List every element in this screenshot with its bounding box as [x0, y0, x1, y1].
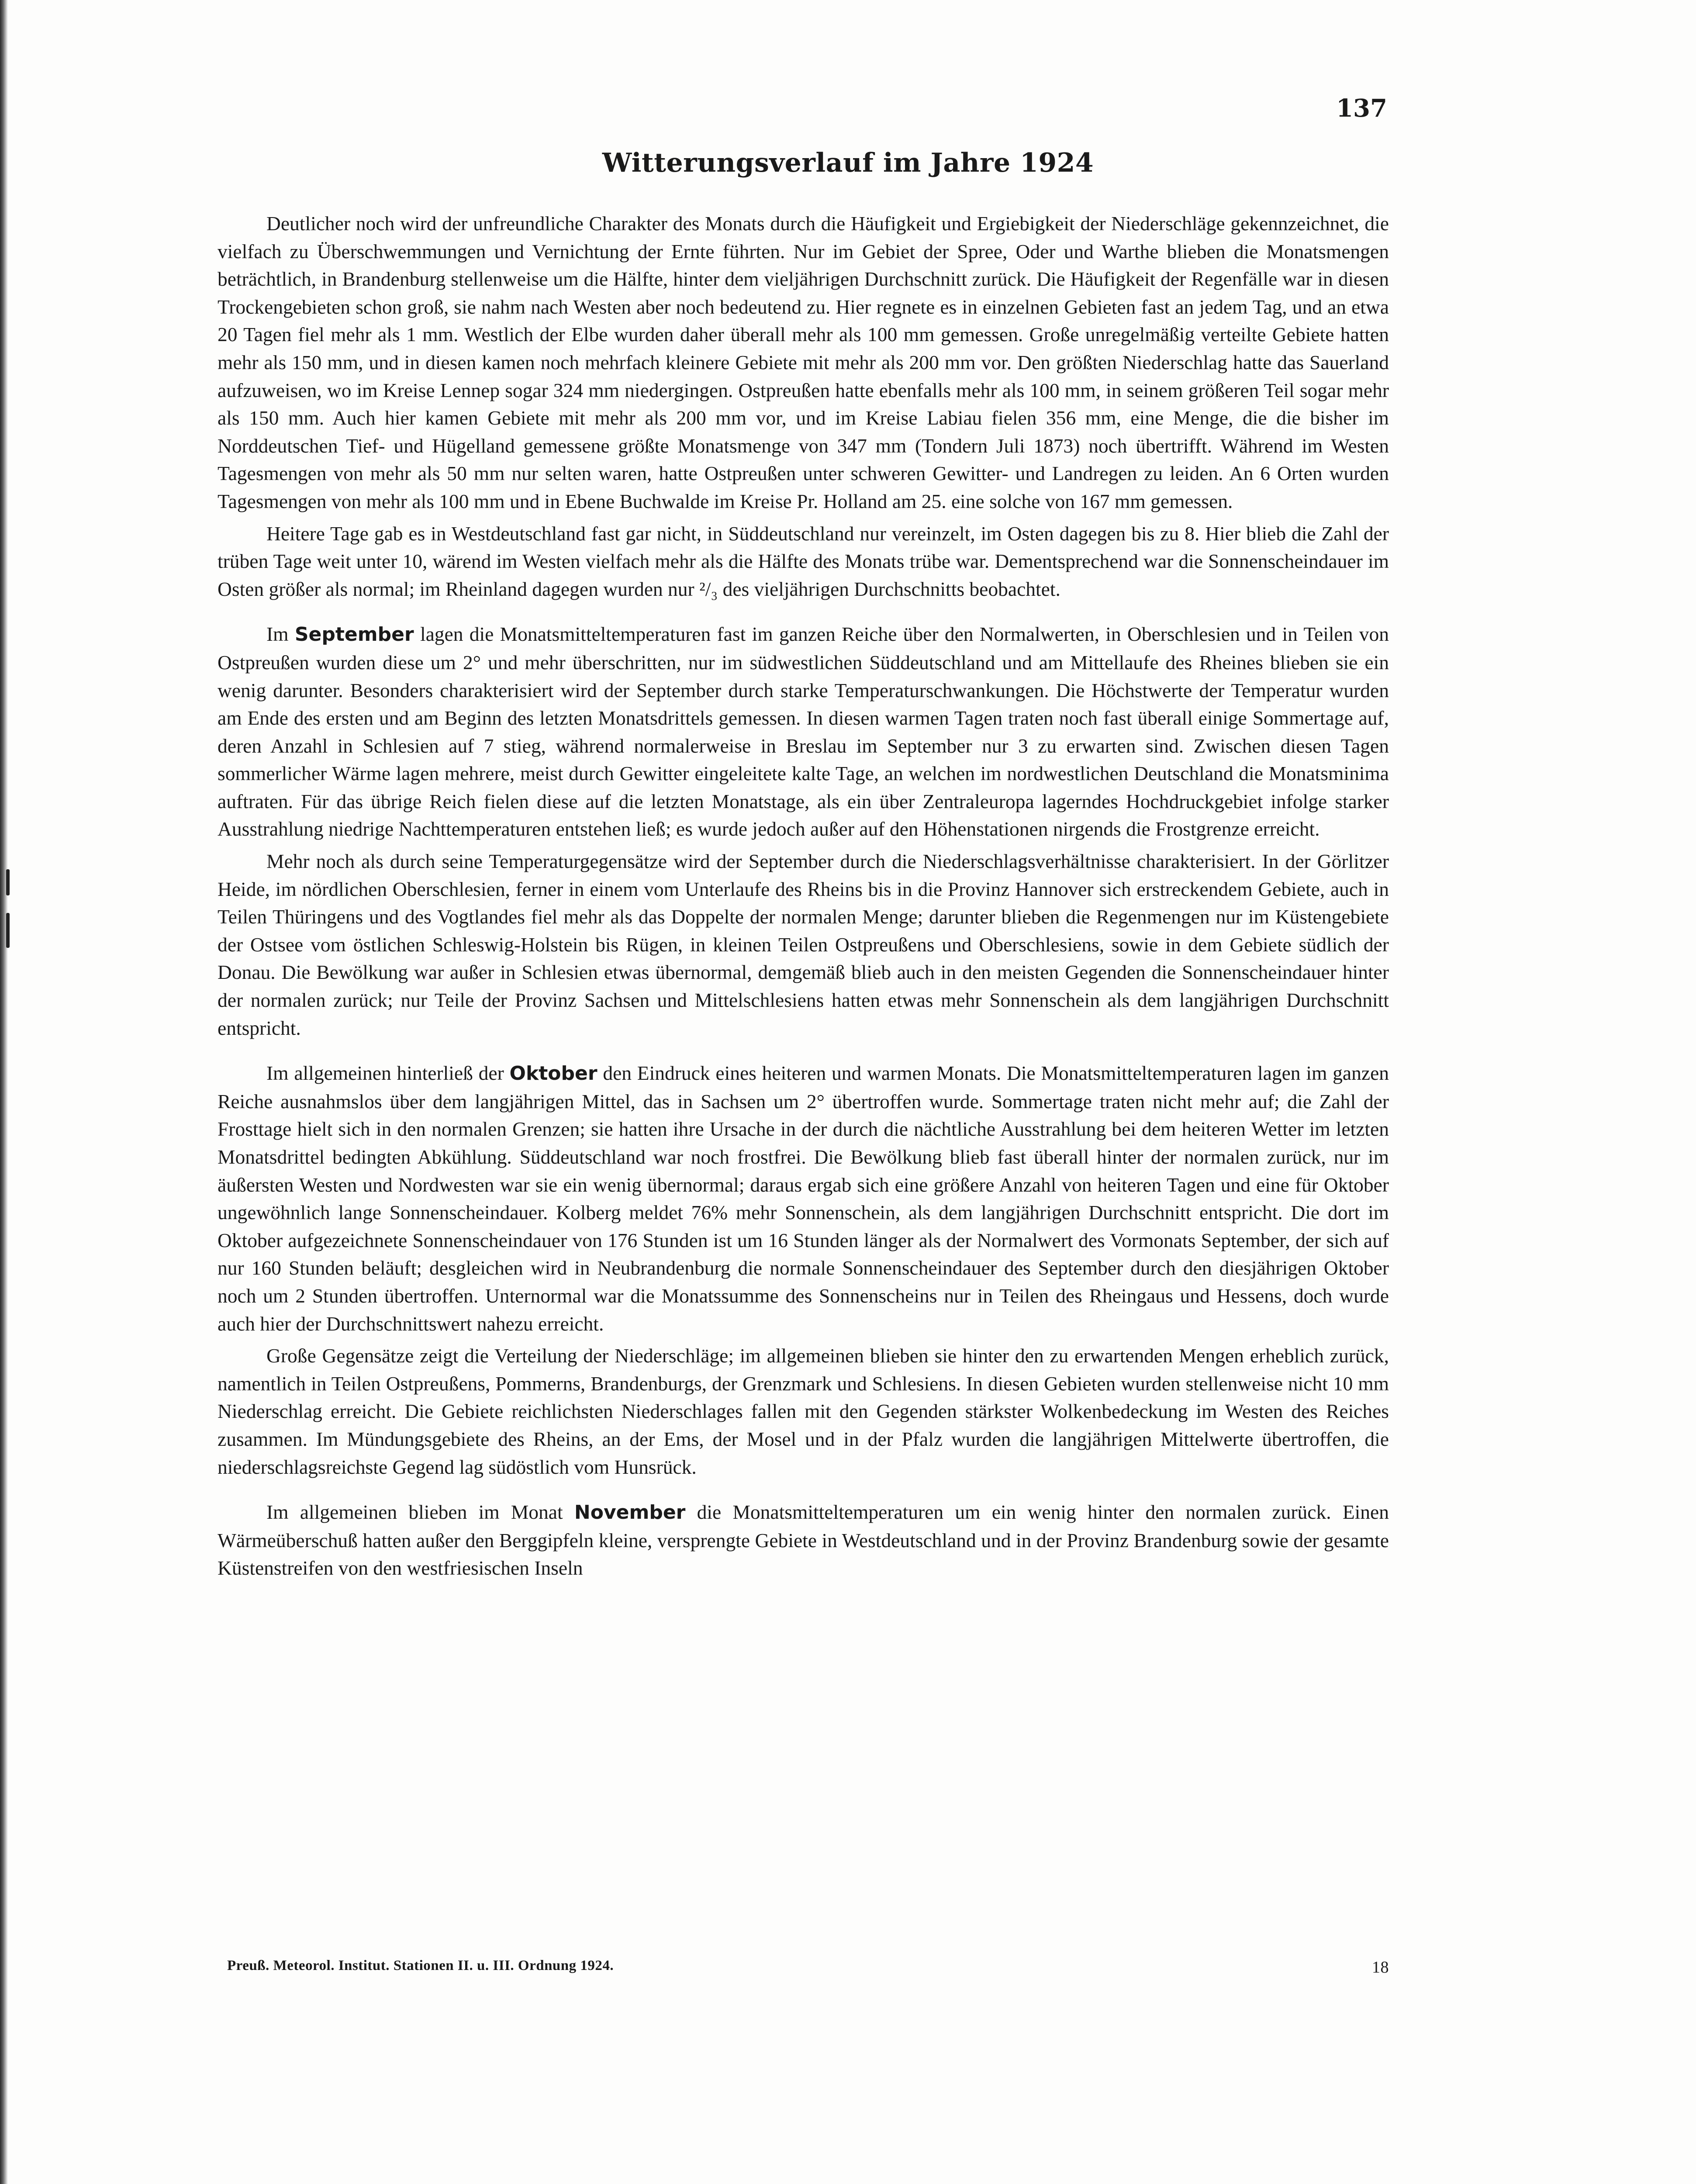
footer-source: Preuß. Meteorol. Institut. Stationen II. u. III. Ordnung 1924. — [227, 1958, 614, 1973]
page-footer — [227, 1958, 1389, 1977]
paragraph-lead: Im allgemeinen hinterließ der — [266, 1062, 510, 1085]
paragraph-body: lagen die Monatsmitteltemperaturen fast im ganzen Reiche über den Normalwerten, in Oberschlesien und in Teilen von Ostpreußen wurden diese um 2° und mehr überschritten, nur im südwestlichen Süddeutschland und am Mittellaufe des Rheines blieben sie ein wenig darunter. Besonders charakterisiert wird der September durch starke Temperaturschwankungen. Die Höchstwerte der Temperatur wurden am Ende des ersten und am Beginn des letzten Monatsdrittels gemessen. In diesen warmen Tagen traten noch fast überall einige Sommertage auf, deren Anzahl in Schlesien auf 7 stieg, während normalerweise in Breslau im September nur 3 zu erwarten sind. Zwischen diesen Tagen sommerlicher Wärme lagen mehrere, meist durch Gewitter eingeleitete kalte Tage, an welchen im nordwestlichen Deutschland die Monatsminima auftraten. Für das übrige Reich fielen diese auf die letzten Monatstage, als ein über Zentraleuropa lagerndes Hochdruckgebiet infolge starker Ausstrahlung niedrige Nachttemperaturen entstehen ließ; es wurde jedoch außer auf den Höhenstationen nirgends die Frostgrenze erreicht. — [218, 623, 1389, 840]
paragraph-november-temperature — [218, 1498, 1389, 1582]
body-text — [218, 210, 1389, 1582]
paragraph-september-precipitation: Mehr noch als durch seine Temperaturgegensätze wird der September durch die Niederschlagsverhältnisse charakterisiert. In der Görlitzer Heide, im nördlichen Oberschlesien, ferner in einem vom Unterlaufe des Rheins bis in die Provinz Hannover sich erstreckendem Gebiete, auch in Teilen Thüringens und des Vogtlandes fiel mehr als das Doppelte der normalen Menge; darunter blieben die Regenmengen nur im Küstengebiete der Ostsee vom östlichen Schleswig-Holstein bis Rügen, in kleinen Teilen Ostpreußens und Oberschlesiens, sowie in dem Gebiete südlich der Donau. Die Bewölkung war außer in Schlesien etwas übernormal, demgemäß blieb auch in den meisten Gegenden die Sonnenscheindauer hinter der normalen zurück; nur Teile der Provinz Sachsen und Mittelschlesiens hatten etwas mehr Sonnenschein als dem langjährigen Durchschnitt entspricht. — [218, 850, 1389, 1039]
scan-edge-mark — [6, 869, 10, 895]
month-heading-september: September — [294, 623, 414, 646]
paragraph-lead: Im allgemeinen blieben im Monat — [266, 1501, 574, 1524]
paragraph-lead: Im — [266, 623, 295, 646]
scan-left-edge — [0, 0, 8, 2184]
footer-sheet-number: 18 — [1372, 1958, 1389, 1977]
page-title: Witterungsverlauf im Jahre 1924 — [602, 148, 1094, 178]
page-number: 137 — [1336, 94, 1387, 123]
month-heading-november: November — [574, 1501, 686, 1524]
paragraph-october-precipitation: Große Gegensätze zeigt die Verteilung der Niederschläge; im allgemeinen blieben sie hinter den zu erwartenden Mengen erheblich zurück, namentlich in Teilen Ostpreußens, Pommerns, Brandenburgs, der Grenzmark und Schlesiens. In diesen Gebieten wurden stellenweise nicht 10 mm Niederschlag erreicht. Die Gebiete reichlichsten Niederschlages fallen mit den Gegenden stärkster Wolkenbedeckung im Westen des Reiches zusammen. Im Mündungsgebiete des Rheins, an der Ems, der Mosel und in der Pfalz wurden die langjährigen Mittelwerte übertroffen, die niederschlagsreichste Gegend lag südöstlich vom Hunsrück. — [218, 1344, 1389, 1478]
paragraph-august-cloudiness: Heitere Tage gab es in Westdeutschland fast gar nicht, in Süddeutschland nur vereinzelt, im Osten dagegen bis zu 8. Hier blieb die Zahl der trüben Tage weit unter 10, wärend im Westen vielfach mehr als die Hälfte des Monats trübe war. Dementsprechend war die Sonnenscheindauer im Osten größer als normal; im Rheinland dagegen wurden nur ²/₃ des vieljährigen Durchschnitts beobachtet. — [218, 522, 1389, 600]
month-heading-october: Oktober — [509, 1062, 598, 1085]
paragraph-august-precipitation: Deutlicher noch wird der unfreundliche Charakter des Monats durch die Häufigkeit und Ergiebigkeit der Niederschläge gekennzeichnet, die vielfach zu Überschwemmungen und Vernichtung der Ernte führten. Nur im Gebiet der Spree, Oder und Warthe blieben die Monatsmengen beträchtlich, in Brandenburg stellenweise um die Hälfte, hinter dem vieljährigen Durchschnitt zurück. Die Häufigkeit der Regenfälle war in diesen Trockengebieten schon groß, sie nahm nach Westen aber noch bedeutend zu. Hier regnete es in einzelnen Gebieten fast an jedem Tag, und an etwa 20 Tagen fiel mehr als 1 mm. Westlich der Elbe wurden daher überall mehr als 100 mm gemessen. Große unregelmäßig verteilte Gebiete hatten mehr als 150 mm, und in diesen kamen noch mehrfach kleinere Gebiete mit mehr als 200 mm vor. Den größten Niederschlag hatte das Sauerland aufzuweisen, wo im Kreise Lennep sogar 324 mm niedergingen. Ostpreußen hatte ebenfalls mehr als 100 mm, in seinem größeren Teil sogar mehr als 150 mm. Auch hier kamen Gebiete mit mehr als 200 mm vor, und im Kreise Labiau fielen 356 mm, eine Menge, die die bisher im Norddeutschen Tief- und Hügelland gemessene größte Monatsmenge von 347 mm (Tondern Juli 1873) noch übertrifft. Während im Westen Tagesmengen von mehr als 50 mm nur selten waren, hatte Ostpreußen unter schweren Gewitter- und Landregen zu leiden. An 6 Orten wurden Tagesmengen von mehr als 100 mm und in Ebene Buchwalde im Kreise Pr. Holland am 25. eine solche von 167 mm gemessen. — [218, 212, 1389, 512]
paragraph-october-temperature — [218, 1059, 1389, 1337]
paragraph-body: die Monatsmitteltemperaturen um ein wenig hinter den normalen zurück. Einen Wärmeüberschuß hatten außer den Berggipfeln kleine, versprengte Gebiete in Westdeutschland und in der Provinz Brandenburg sowie der gesamte Küstenstreifen von den westfriesischen Inseln — [218, 1501, 1389, 1579]
paragraph-body: den Eindruck eines heiteren und warmen Monats. Die Monatsmitteltemperaturen lagen im ganzen Reiche ausnahmslos über dem langjährigen Mittel, das in Sachsen um 2° übertroffen wurde. Sommertage traten nicht mehr auf; die Zahl der Frosttage hielt sich in den normalen Grenzen; sie hatten ihre Ursache in der durch die nächtliche Ausstrahlung bei dem heiteren Wetter im letzten Monatsdrittel bedingten Abkühlung. Süddeutschland war noch frostfrei. Die Bewölkung blieb fast überall hinter der normalen zurück, nur im äußersten Westen und Nordwesten war sie ein wenig übernormal; daraus ergab sich eine größere Anzahl von heiteren Tagen und eine für Oktober ungewöhnlich lange Sonnenscheindauer. Kolberg meldet 76% mehr Sonnenschein, als dem langjährigen Durchschnitt entspricht. Die dort im Oktober aufgezeichnete Sonnenscheindauer von 176 Stunden ist um 16 Stunden länger als der Normalwert des Vormonats September, der sich auf nur 160 Stunden beläuft; desgleichen wird in Neubrandenburg die normale Sonnenscheindauer des September durch den diesjährigen Oktober noch um 2 Stunden übertroffen. Unternormal war die Monatssumme des Sonnenscheins nur in Teilen des Rheingaus und Hessens, doch wurde auch hier der Durchschnittswert nahezu erreicht. — [218, 1062, 1389, 1335]
paragraph-september-temperature — [218, 620, 1389, 843]
scan-edge-mark — [6, 913, 10, 948]
